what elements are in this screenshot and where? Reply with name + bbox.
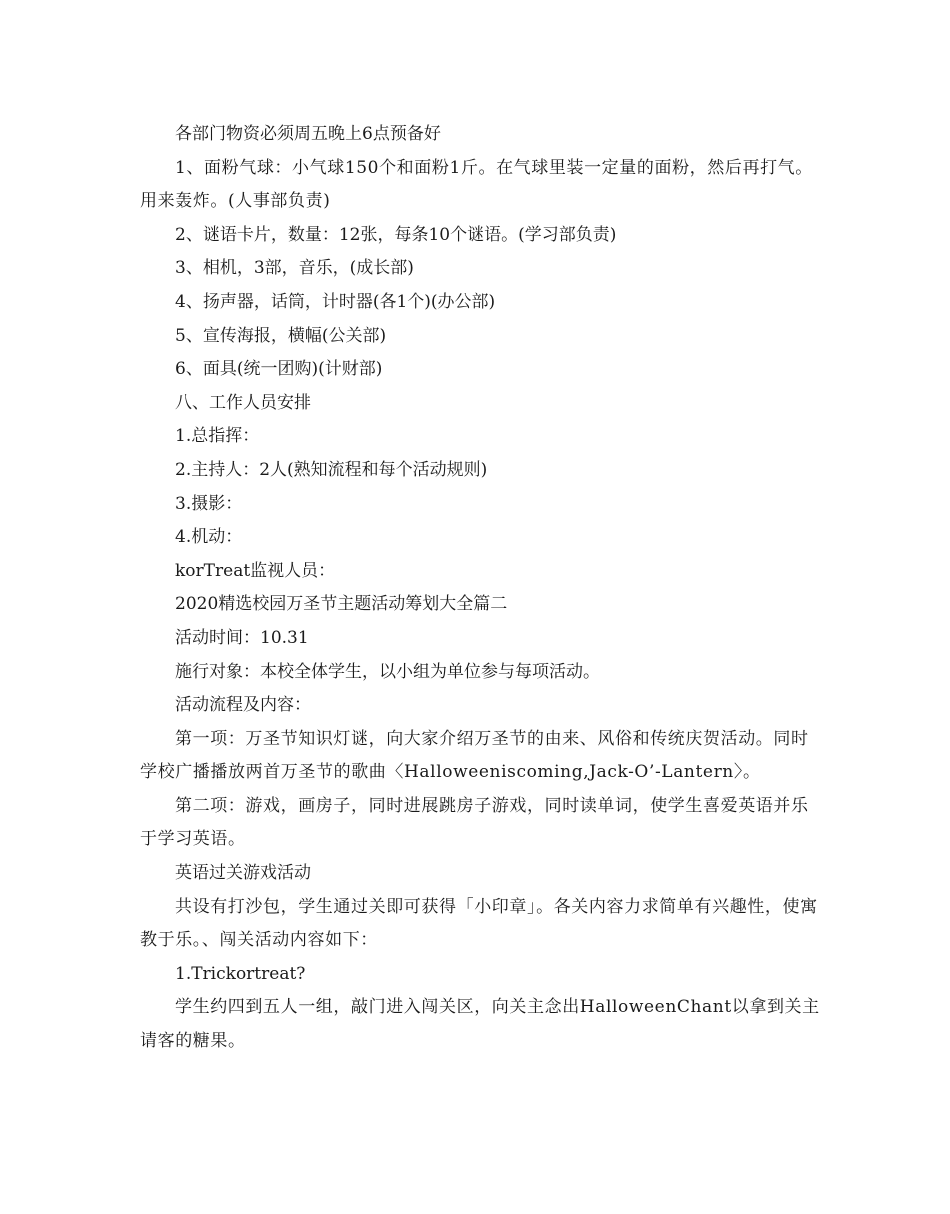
section-heading-staff: 八、工作人员安排 [175,392,311,413]
paragraph-sandbag: 共设有打沙包，学生通过关即可获得「小印章」。各关内容力求简单有兴趣性，使寓教于乐。、闯关活动内容如下： [140,896,818,951]
paragraph-item-poster: 5、宣传海报，横幅(公关部) [175,325,387,346]
paragraph-item-flour-balloons: 1、面粉气球：小气球150个和面粉1斤。在气球里装一定量的面粉，然后再打气。用来轰炸。(人事部负责) [140,157,813,212]
paragraph-staff-host: 2.主持人：2人(熟知流程和每个活动规则) [175,459,488,480]
section-heading-part-two: 2020精选校园万圣节主题活动筹划大全篇二 [175,594,508,615]
paragraph-process-heading: 活动流程及内容： [175,695,311,716]
paragraph-item-riddle-cards: 2、谜语卡片，数量：12张，每条10个谜语。(学习部负责) [175,224,617,245]
paragraph-item-two: 第二项：游戏，画房子，同时进展跳房子游戏，同时读单词，使学生喜爱英语并乐于学习英语。 [140,795,809,850]
paragraph-staff-director: 1.总指挥： [175,426,260,447]
paragraph-english-game: 英语过关游戏活动 [175,863,311,884]
paragraph-item-one: 第一项：万圣节知识灯谜，向大家介绍万圣节的由来、风俗和传统庆贺活动。同时学校广播播放两首万圣节的歌曲〈Halloweeniscoming,Jack-O’-Lantern〉。 [140,728,809,783]
paragraph-trick-or-treat: 1.Trickortreat? [175,963,306,984]
paragraph-activity-time: 活动时间：10.31 [175,627,309,648]
paragraph-chant: 学生约四到五人一组，敲门进入闯关区，向关主念出HalloweenChant以拿到关主请客的糖果。 [140,997,820,1052]
paragraph-supplies-deadline: 各部门物资必须周五晚上6点预备好 [175,124,441,144]
paragraph-item-speaker: 4、扬声器，话筒，计时器(各1个)(办公部) [175,291,496,312]
paragraph-target-audience: 施行对象：本校全体学生，以小组为单位参与每项活动。 [175,661,600,682]
paragraph-staff-monitor: korTreat监视人员： [175,560,336,581]
paragraph-staff-mobile: 4.机动： [175,527,243,548]
document-body [140,118,820,1059]
paragraph-staff-photo: 3.摄影： [175,493,243,514]
paragraph-item-mask: 6、面具(统一团购)(计财部) [175,359,383,380]
paragraph-item-camera: 3、相机，3部，音乐，(成长部) [175,258,414,279]
